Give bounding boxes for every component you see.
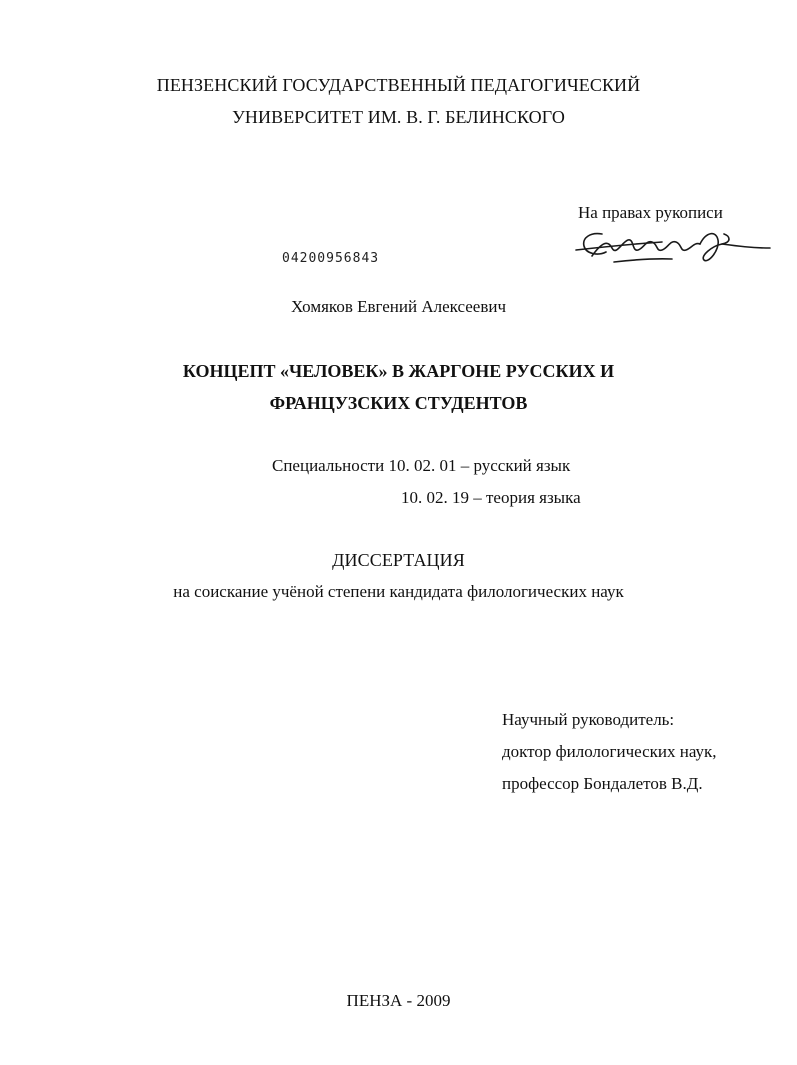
document-type: ДИССЕРТАЦИЯ	[332, 550, 465, 570]
specialty-line-2: 10. 02. 19 – теория языка	[401, 488, 581, 507]
university-name-line-2: УНИВЕРСИТЕТ ИМ. В. Г. БЕЛИНСКОГО	[232, 107, 565, 127]
supervisor-label: Научный руководитель:	[502, 710, 675, 729]
university-name-line-1: ПЕНЗЕНСКИЙ ГОСУДАРСТВЕННЫЙ ПЕДАГОГИЧЕСКИЙ	[156, 75, 641, 95]
author-name: Хомяков Евгений Алексеевич	[290, 297, 507, 316]
dissertation-title-line-2: ФРАНЦУЗСКИХ СТУДЕНТОВ	[269, 393, 528, 413]
supervisor-name: профессор Бондалетов В.Д.	[502, 774, 703, 793]
author-signature	[572, 222, 772, 272]
specialty-line-1: Специальности 10. 02. 01 – русский язык	[272, 456, 571, 475]
supervisor-degree: доктор филологических наук,	[502, 742, 717, 761]
document-number: 04200956843	[282, 251, 380, 266]
city-year: ПЕНЗА - 2009	[346, 991, 451, 1010]
degree-statement: на соискание учёной степени кандидата филологических наук	[173, 582, 624, 601]
dissertation-title-line-1: КОНЦЕПТ «ЧЕЛОВЕК» В ЖАРГОНЕ РУССКИХ И	[182, 361, 615, 381]
manuscript-note: На правах рукописи	[578, 203, 723, 222]
